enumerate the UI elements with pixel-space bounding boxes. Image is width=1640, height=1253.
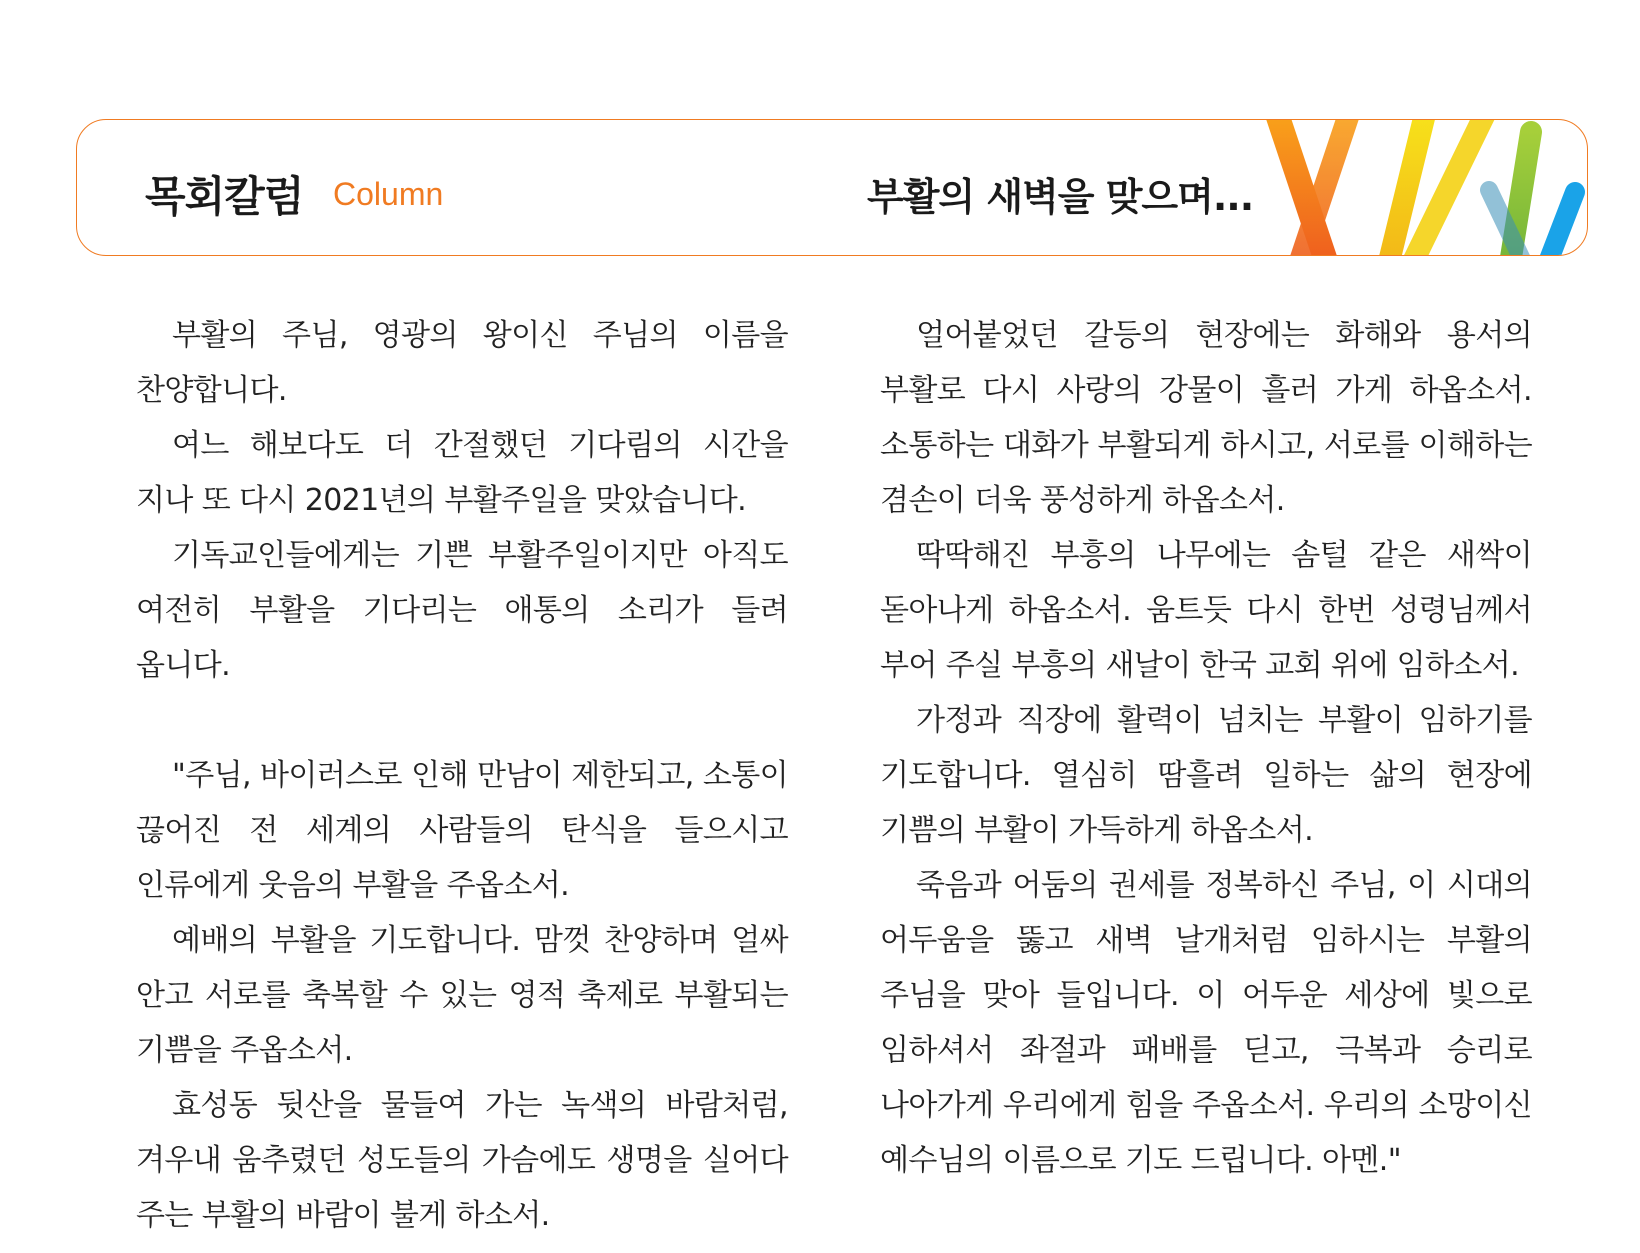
paragraph: 딱딱해진 부흥의 나무에는 솜털 같은 새싹이 돋아나게 하옵소서. 움트듯 다시 한번 성령님께서 부어 주실 부흥의 새날이 한국 교회 위에 임하소서. — [880, 538, 1532, 683]
paragraph: 기독교인들에게는 기쁜 부활주일이지만 아직도 여전히 부활을 기다리는 애통의 소리가 들려 옵니다. — [136, 538, 788, 683]
paragraph: 예배의 부활을 기도합니다. 맘껏 찬양하며 얼싸 안고 서로를 축복할 수 있는 영적 축제로 부활되는 기쁨을 주옵소서. — [136, 923, 788, 1068]
decorative-stripes-graphic — [1257, 120, 1587, 256]
section-title: 목회칼럼 — [145, 172, 304, 221]
paragraph: 가정과 직장에 활력이 넘치는 부활이 임하기를 기도합니다. 열심히 땀흘려 일하는 삶의 현장에 기쁨의 부활이 가득하게 하옵소서. — [880, 703, 1532, 848]
right-column — [880, 308, 1532, 1188]
section-subtitle: Column — [333, 176, 444, 212]
left-column — [136, 308, 788, 1243]
paragraph: 얼어붙었던 갈등의 현장에는 화해와 용서의 부활로 다시 사랑의 강물이 흘러 가게 하옵소서. 소통하는 대화가 부활되게 하시고, 서로를 이해하는 겸손이 더욱 풍성하게 하옵소서. — [880, 318, 1532, 518]
paragraph: 죽음과 어둠의 권세를 정복하신 주님, 이 시대의 어두움을 뚫고 새벽 날개처럼 임하시는 부활의 주님을 맞아 들입니다. 이 어두운 세상에 빛으로 임하셔서 좌절과 패배를 딛고, 극복과 승리로 나아가게 우리에게 힘을 주옵소서. 우리의 소망이신 예수님의 이름으로 기도 드립니다. 아멘." — [880, 868, 1532, 1178]
paragraph: 여느 해보다도 더 간절했던 기다림의 시간을 지나 또 다시 2021년의 부활주일을 맞았습니다. — [136, 428, 788, 518]
column-header — [76, 119, 1588, 256]
paragraph: 부활의 주님, 영광의 왕이신 주님의 이름을 찬양합니다. — [136, 318, 788, 408]
article-title: 부활의 새벽을 맞으며... — [867, 175, 1254, 219]
paragraph: "주님, 바이러스로 인해 만남이 제한되고, 소통이 끊어진 전 세계의 사람들의 탄식을 들으시고 인류에게 웃음의 부활을 주옵소서. — [136, 758, 788, 903]
paragraph: 효성동 뒷산을 물들여 가는 녹색의 바람처럼, 겨우내 움추렸던 성도들의 가슴에도 생명을 실어다 주는 부활의 바람이 불게 하소서. — [136, 1088, 788, 1233]
